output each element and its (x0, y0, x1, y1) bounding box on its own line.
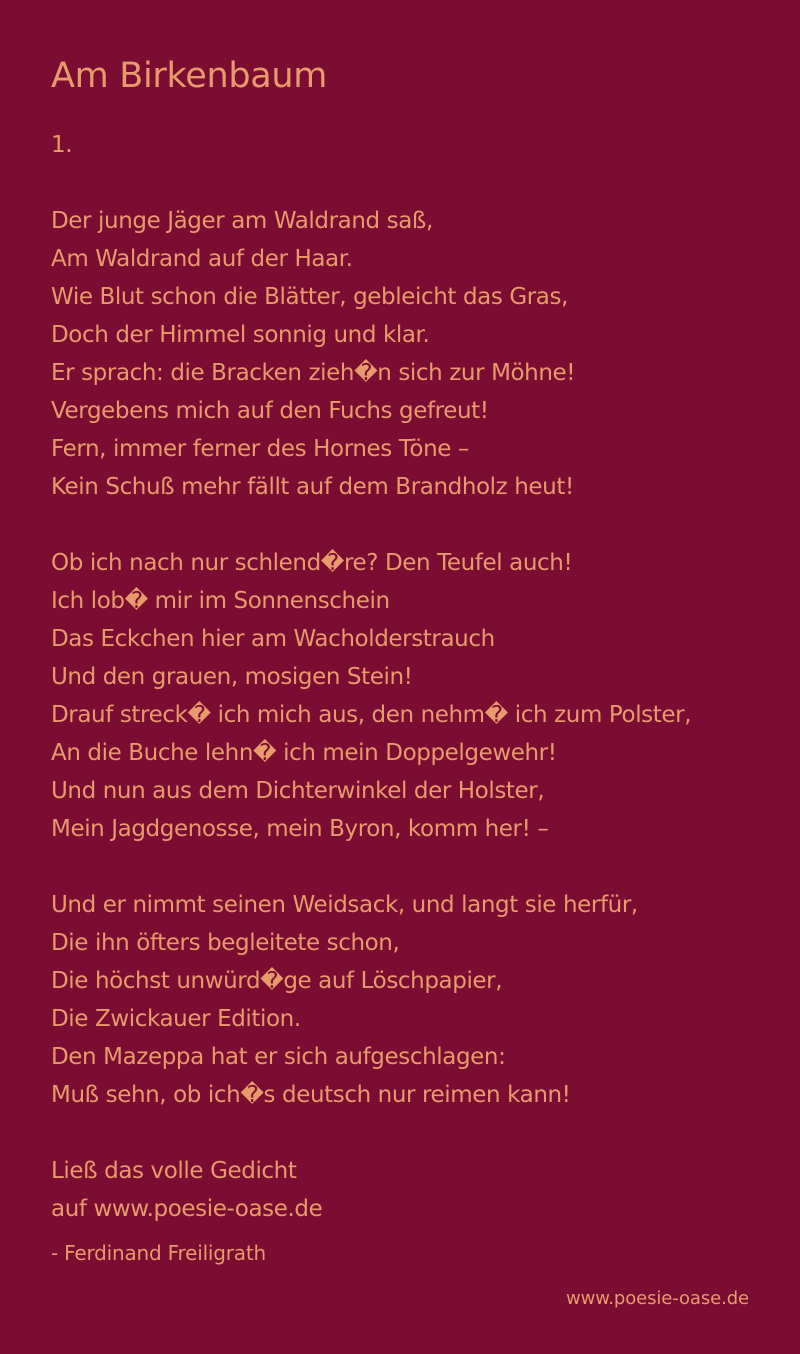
poem-line: Er sprach: die Bracken zieh�n sich zur Möhne! (51, 360, 576, 386)
poem-line: Die höchst unwürd�ge auf Löschpapier, (51, 968, 503, 994)
read-more-line-2: auf www.poesie-oase.de (51, 1196, 323, 1222)
site-watermark: www.poesie-oase.de (566, 1288, 749, 1309)
poem-line: Doch der Himmel sonnig und klar. (51, 322, 430, 348)
read-more-note (51, 1152, 771, 1228)
poem-body (51, 126, 771, 1228)
poem-line: Der junge Jäger am Waldrand saß, (51, 208, 433, 234)
poem-line: Den Mazeppa hat er sich aufgeschlagen: (51, 1044, 506, 1070)
poem-title: Am Birkenbaum (51, 56, 328, 96)
poem-line: Ob ich nach nur schlend�re? Den Teufel auch! (51, 550, 573, 576)
poem-line: Ich lob� mir im Sonnenschein (51, 588, 390, 614)
poem-line: Am Waldrand auf der Haar. (51, 246, 353, 272)
poem-line: Mein Jagdgenosse, mein Byron, komm her! – (51, 816, 549, 842)
poem-line: Fern, immer ferner des Hornes Töne – (51, 436, 470, 462)
poem-line: Wie Blut schon die Blätter, gebleicht das Gras, (51, 284, 568, 310)
poem-line: Und er nimmt seinen Weidsack, und langt sie herfür, (51, 892, 638, 918)
poem-line: Die Zwickauer Edition. (51, 1006, 301, 1032)
stanza-1 (51, 202, 771, 506)
poem-line: Vergebens mich auf den Fuchs gefreut! (51, 398, 489, 424)
poem-line: Das Eckchen hier am Wacholderstrauch (51, 626, 495, 652)
stanza-3 (51, 886, 771, 1114)
read-more-line-1: Ließ das volle Gedicht (51, 1158, 297, 1184)
poem-line: An die Buche lehn� ich mein Doppelgewehr! (51, 740, 557, 766)
poem-line: Und den grauen, mosigen Stein! (51, 664, 413, 690)
poem-line: Die ihn öfters begleitete schon, (51, 930, 400, 956)
poem-line: Kein Schuß mehr fällt auf dem Brandholz heut! (51, 474, 574, 500)
poem-line: Muß sehn, ob ich�s deutsch nur reimen kann! (51, 1082, 571, 1108)
stanza-2 (51, 544, 771, 848)
poem-line: Drauf streck� ich mich aus, den nehm� ich zum Polster, (51, 702, 692, 728)
author-credit: - Ferdinand Freiligrath (51, 1241, 266, 1265)
poem-line: Und nun aus dem Dichterwinkel der Holster, (51, 778, 545, 804)
section-number: 1. (51, 132, 73, 158)
